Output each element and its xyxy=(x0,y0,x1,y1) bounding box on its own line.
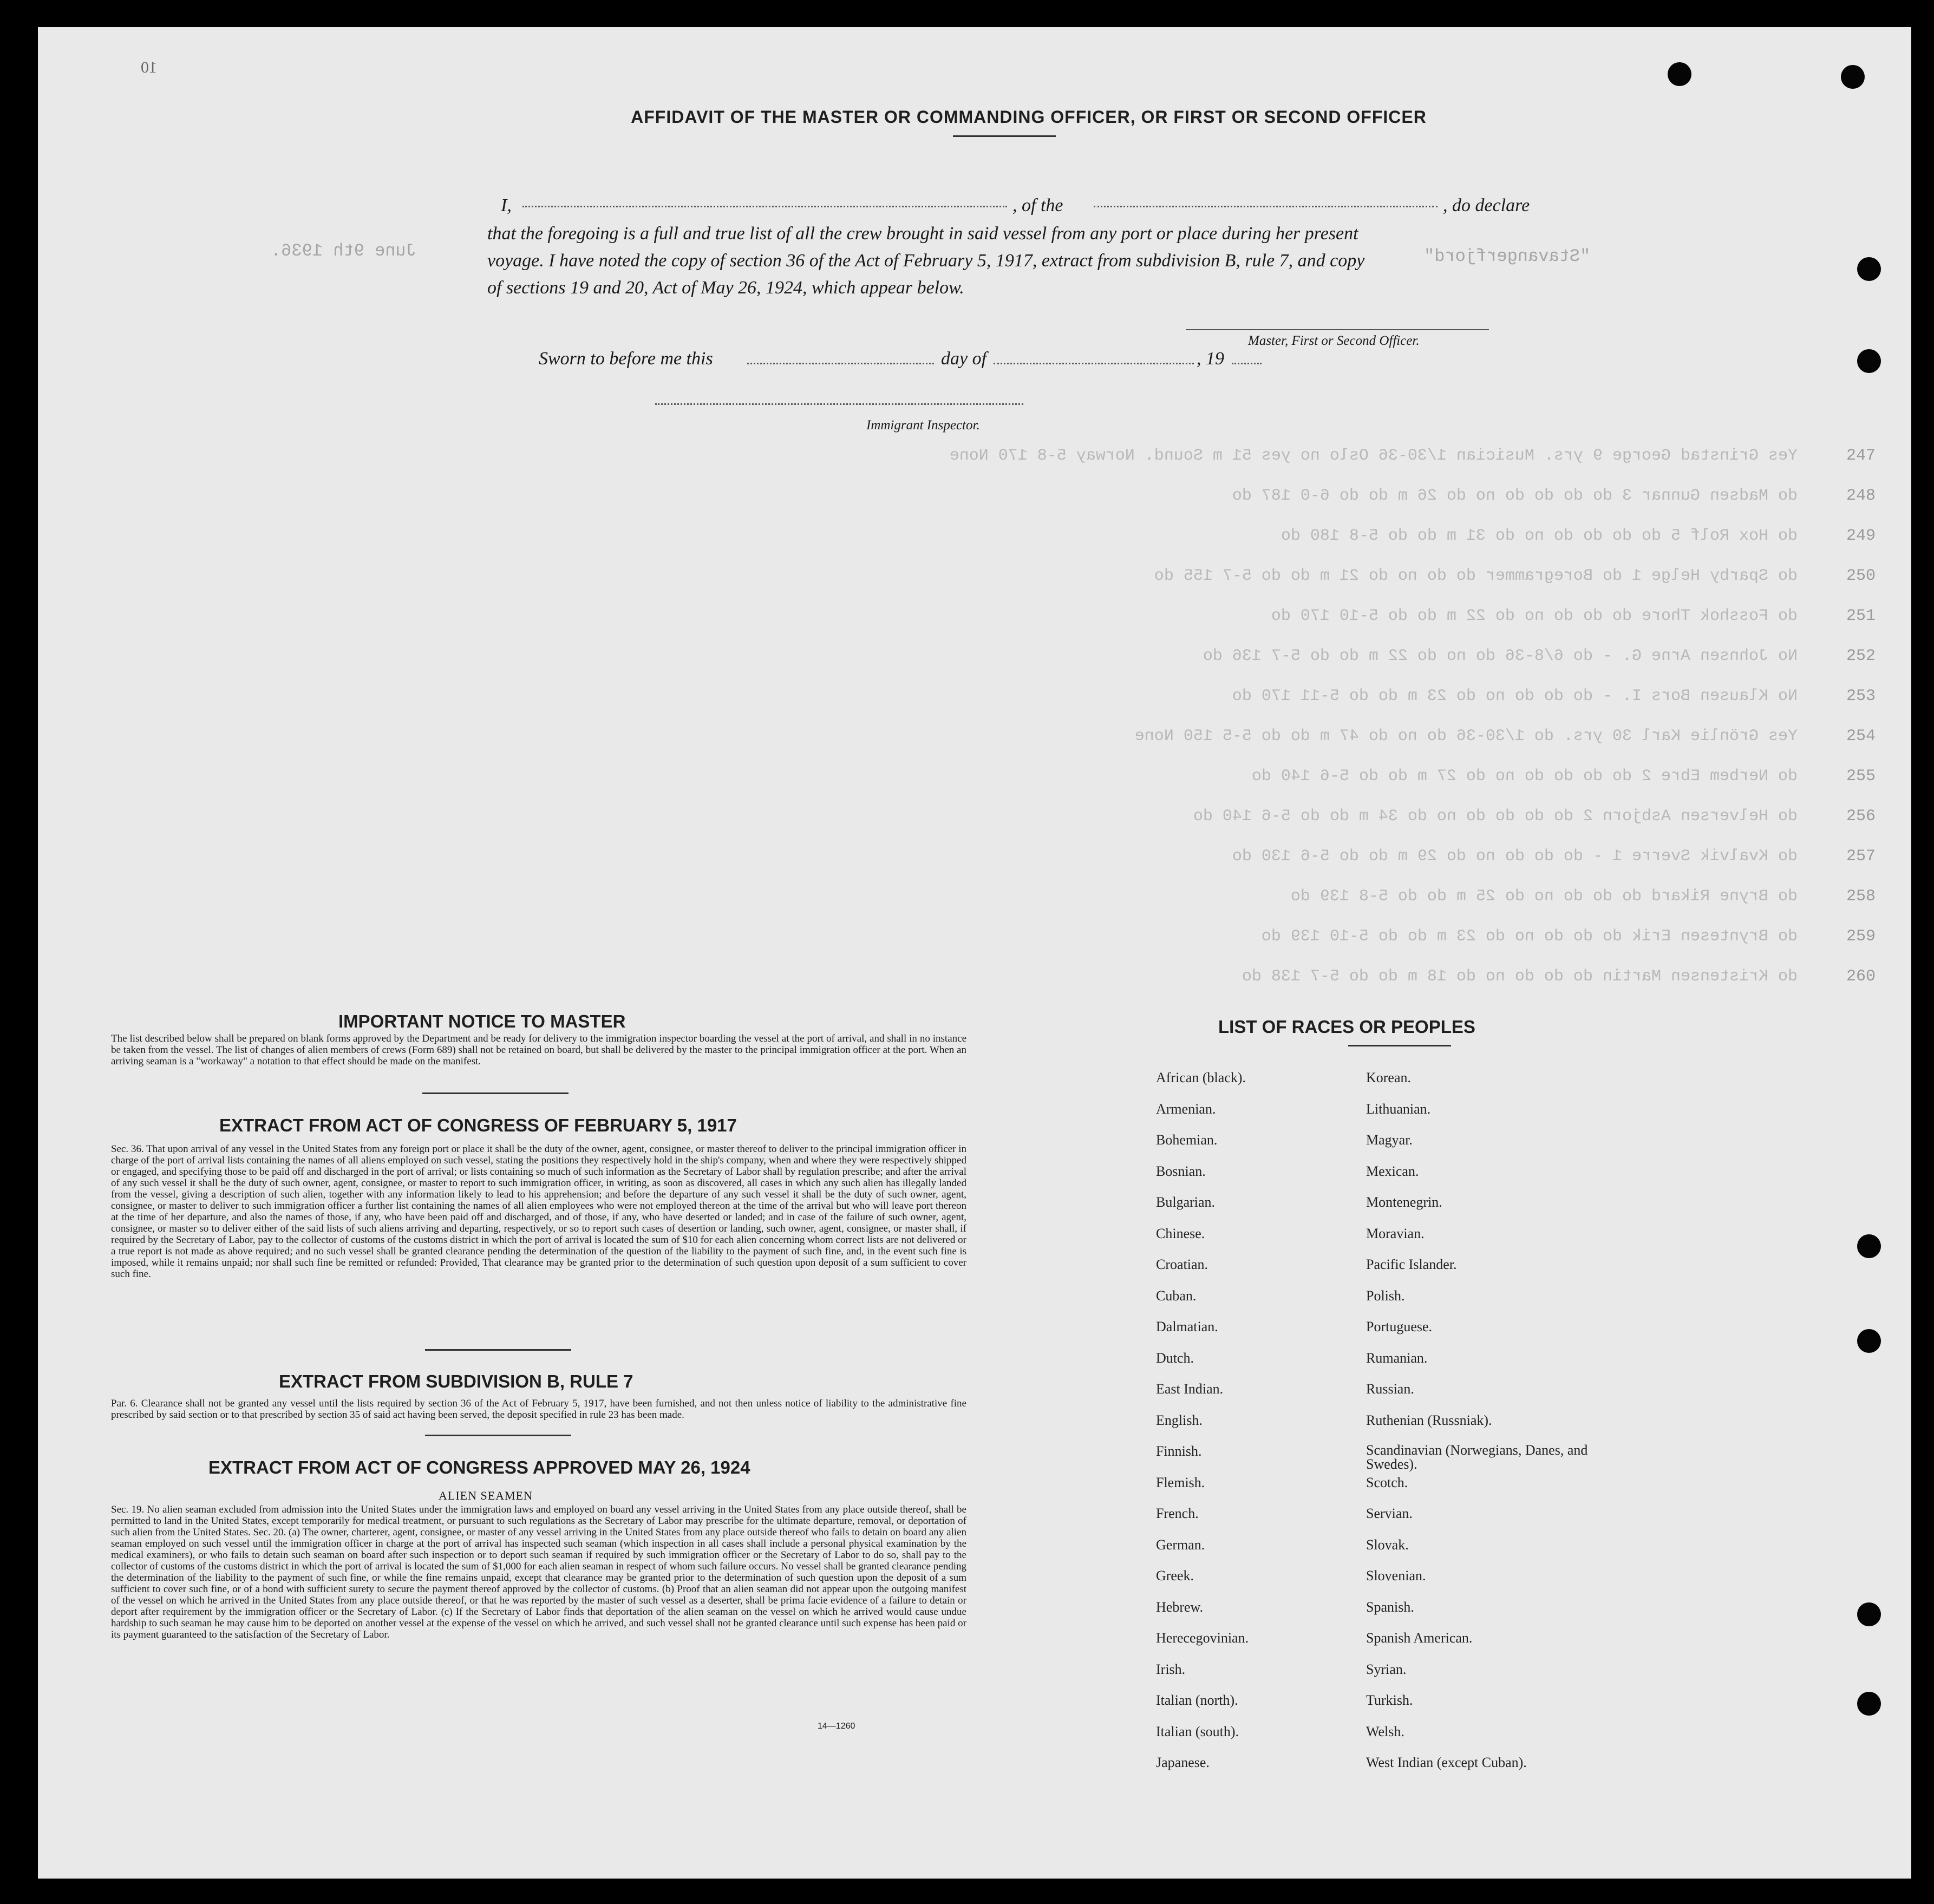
punch-hole xyxy=(1857,1234,1881,1258)
race-entry: Slovenian. xyxy=(1366,1568,1426,1584)
races-title: LIST OF RACES OR PEOPLES xyxy=(1218,1017,1475,1037)
race-entry: Bulgarian. xyxy=(1156,1194,1216,1210)
race-entry: Greek. xyxy=(1156,1568,1194,1584)
show-through-row-number: 249 xyxy=(1846,527,1876,545)
race-entry: Chinese. xyxy=(1156,1225,1205,1241)
race-entry: Russian. xyxy=(1366,1381,1414,1397)
show-through-row-text: do Hox Rolf 5 do do do do no do 31 m do do 5-8 180 do xyxy=(1280,527,1798,545)
rule7-rule xyxy=(425,1435,571,1436)
race-entry: English. xyxy=(1156,1412,1203,1428)
race-entry: Bohemian. xyxy=(1156,1132,1218,1148)
show-through-row-text: do Kristensen Martin do do do no do 18 m do do 5-7 138 do xyxy=(1242,967,1798,986)
show-through-row-text: do Madsen Gunnar 3 do do do do no do 26 m do do 6-0 187 do xyxy=(1232,487,1798,505)
race-entry: Slovak. xyxy=(1366,1536,1409,1553)
show-through-row-number: 253 xyxy=(1846,687,1876,705)
race-entry: Mexican. xyxy=(1366,1163,1419,1179)
punch-hole xyxy=(1857,1329,1881,1353)
race-entry: Croatian. xyxy=(1156,1257,1208,1272)
race-entry: German. xyxy=(1156,1536,1205,1553)
show-through-row-text: do Sparby Helge 1 do Boregrammer do do no do 21 m do do 5-7 155 do xyxy=(1154,567,1798,585)
race-entry: East Indian. xyxy=(1156,1381,1224,1397)
inspector-caption: Immigrant Inspector. xyxy=(866,418,980,433)
rule7-title: EXTRACT FROM SUBDIVISION B, RULE 7 xyxy=(279,1371,633,1391)
race-entry: Dutch. xyxy=(1156,1350,1194,1366)
race-entry: Welsh. xyxy=(1366,1723,1404,1739)
decl-line-3: voyage. I have noted the copy of section 36 of the Act of February 5, 1917, extract from subdivision B, rule 7, and copy xyxy=(487,251,1365,271)
race-entry: Italian (south). xyxy=(1156,1723,1239,1739)
show-through-row-number: 259 xyxy=(1846,927,1876,946)
race-entry: Herecegovinian. xyxy=(1156,1630,1249,1646)
race-entry: Scandinavian (Norwegians, Danes, and Swedes). xyxy=(1366,1442,1588,1472)
show-through-row-text: do Nerbem Ebre 2 do do do do no do 27 m do do 5-6 140 do xyxy=(1251,767,1798,786)
extract-1924-title: EXTRACT FROM ACT OF CONGRESS APPROVED MAY 26, 1924 xyxy=(208,1457,750,1477)
show-through-vessel: "Stavangerfjord" xyxy=(1424,246,1591,266)
race-entry: Portuguese. xyxy=(1366,1319,1433,1334)
show-through-row-number: 250 xyxy=(1846,567,1876,585)
sworn-text: Sworn to before me this xyxy=(539,349,713,369)
sworn-day-of: day of xyxy=(941,349,987,369)
alien-seamen-heading: ALIEN SEAMEN xyxy=(439,1489,533,1502)
race-entry: Flemish. xyxy=(1156,1474,1205,1490)
extract-1917-rule xyxy=(425,1349,571,1351)
punch-hole xyxy=(1857,1602,1881,1626)
punch-hole xyxy=(1841,65,1865,89)
show-through-row-number: 252 xyxy=(1846,647,1876,665)
race-entry: Hebrew. xyxy=(1156,1599,1204,1615)
race-entry: Magyar. xyxy=(1366,1132,1413,1148)
race-entry: Spanish American. xyxy=(1366,1630,1473,1646)
decl-line-2: that the foregoing is a full and true list of all the crew brought in said vessel from any port or place during her present xyxy=(487,224,1358,244)
master-signature-line xyxy=(1186,329,1489,330)
show-through-row-number: 251 xyxy=(1846,607,1876,625)
race-entry: Spanish. xyxy=(1366,1599,1414,1615)
decl-of-the: , of the xyxy=(1012,195,1063,215)
show-through-row-text: Yes Grinstad George 9 yrs. Musician 1/30-36 Oslo no yes 51 m Sound. Norway 5-8 170 None xyxy=(949,447,1798,465)
name-blank xyxy=(522,206,1007,207)
show-through-row-number: 255 xyxy=(1846,767,1876,786)
punch-hole xyxy=(1857,349,1881,373)
race-entry: Moravian. xyxy=(1366,1225,1425,1241)
race-entry: Montenegrin. xyxy=(1366,1194,1442,1210)
show-through-row-number: 260 xyxy=(1846,967,1876,986)
notice-title: IMPORTANT NOTICE TO MASTER xyxy=(338,1011,626,1031)
race-entry: Italian (north). xyxy=(1156,1692,1238,1708)
show-through-row-text: do Bryntesen Erik do do do no do 23 m do do 5-10 139 do xyxy=(1261,927,1798,946)
decl-i: I, xyxy=(501,195,512,215)
race-entry: Dalmatian. xyxy=(1156,1319,1218,1334)
race-entry: Polish. xyxy=(1366,1287,1405,1304)
extract-1917-body: Sec. 36. That upon arrival of any vessel in the United States from any foreign port or place it shall be the duty of the owner, agent, consignee, or master thereof to deliver to the principal immigration officer in charge of the port of arrival lists containing the names of all aliens employed on such vessel, stating the positions they respectively hold in the ship's company, when and where they were respectively shipped or engaged, and specifying those to be paid off and discharged in the port of arrival; or lists containing so much of such information as the Secretary of Labor shall by regulation prescribe; and after the arrival of any such vessel it shall be the duty of such owner, agent, consignee, or master to report to such immigration officer, in writing, as soon as discovered, all cases in which any such alien has illegally landed from the vessel, giving a description of such alien, together with any information likely to lead to his apprehension; and before the departure of any such vessel it shall be the duty of such owner, agent, consignee, or master to deliver to such immigration officer a further list containing the names of all alien employees who were not employed thereon at the time of the arrival but who will leave port thereon at the time of her departure, and also the names of those, if any, who have been paid off and discharged, and of those, if any, who have deserted or landed; and in case of the failure of such owner, agent, consignee, or master so to deliver either of the said lists of such aliens arriving and departing, respectively, or so to report such cases of desertion or landing, such owner, agent, consignee, or master shall, if required by the Secretary of Labor, pay to the collector of customs of the customs district in which the port of arrival is located the sum of $10 for each alien concerning whom correct lists are not delivered or a true report is not made as above required; and no such vessel shall be granted clearance pending the determination of the question of the liability to the payment of such fine, and, in the event such fine is imposed, while it remains unpaid; nor shall such fine be remitted or refunded: Provided, That clearance may be granted prior to the determination of such question upon deposit of a sum sufficient to cover such fine. xyxy=(111,1143,966,1280)
document-page xyxy=(38,27,1911,1879)
sworn-month-blank xyxy=(994,363,1194,364)
race-entry: Rumanian. xyxy=(1366,1350,1428,1366)
show-through-row-text: No Klausen Bors I. - do do do no do 23 m do do 5-11 170 do xyxy=(1232,687,1798,705)
show-through-row-number: 248 xyxy=(1846,487,1876,505)
race-entry: Servian. xyxy=(1366,1506,1413,1521)
extract-1924-body: Sec. 19. No alien seaman excluded from admission into the United States under the immigration laws and employed on board any vessel arriving in the United States from any place outside thereof, shall be permitted to land in the United States, except temporarily for medical treatment, or pursuant to such regulations as the Secretary of Labor may prescribe for the ultimate departure, removal, or deportation of such alien from the United States. Sec. 20. (a) The owner, charterer, agent, consignee, or master of any vessel arriving in the United States from any place outside thereof who fails to detain on board any alien seaman employed on such vessel until the immigration officer in charge at the port of arrival has inspected such seaman (which inspection in all cases shall include a personal physical examination by the medical examiners), or who fails to detain such seaman on board after such inspection or to deport such seaman if required by such immigration officer or the Secretary of Labor to do so, shall pay to the collector of customs of the customs district in which the port of arrival is located the sum of $1,000 for each alien seaman in respect of whom such failure occurs. No vessel shall be granted clearance pending the determination of the liability to the payment of such fine, or while the fine remains unpaid, except that clearance may be granted prior to the determination of such question upon the deposit of a sum sufficient to cover such fine, or of a bond with sufficient surety to secure the payment thereof approved by the collector of customs. (b) Proof that an alien seaman did not appear upon the outgoing manifest of the vessel on which he arrived in the United States from any place outside thereof, or that he was reported by the master of such vessel as a deserter, shall be prima facie evidence of a failure to detain or deport after requirement by the immigration officer or the Secretary of Labor. (c) If the Secretary of Labor finds that deportation of the alien seaman on the vessel on which he arrived would cause undue hardship to such seaman he may cause him to be deported on another vessel at the expense of the vessel on which he arrived, and such vessel shall not be granted clearance until such expense has been paid or its payment guaranteed to the satisfaction of the Secretary of Labor. xyxy=(111,1504,966,1640)
title-underline xyxy=(953,135,1056,137)
show-through-row-number: 257 xyxy=(1846,847,1876,866)
punch-hole xyxy=(1668,62,1691,86)
race-entry: African (black). xyxy=(1156,1070,1246,1085)
page-number: 10 xyxy=(141,58,157,76)
master-signature-caption: Master, First or Second Officer. xyxy=(1248,333,1420,348)
race-entry: Finnish. xyxy=(1156,1443,1202,1459)
vessel-blank xyxy=(1094,206,1438,207)
show-through-row-text: Yes Grönlie Karl 30 yrs. do 1/30-36 do no do 47 m do do 5-5 150 None xyxy=(1134,727,1798,745)
notice-body: The list described below shall be prepared on blank forms approved by the Department and be ready for delivery to the immigration inspector boarding the vessel at the port of arrival, and shall in no instance be taken from the vessel. The list of changes of alien members of crews (Form 689) shall not be retained on board, but shall be delivered by the master to the principal immigration officer at the port. When an arriving seaman is a "workaway" a notation to that effect should be made on the manifest. xyxy=(111,1033,966,1067)
affidavit-title: AFFIDAVIT OF THE MASTER OR COMMANDING OFFICER, OR FIRST OR SECOND OFFICER xyxy=(631,107,1427,127)
race-entry: Cuban. xyxy=(1156,1287,1197,1304)
race-entry: Turkish. xyxy=(1366,1692,1413,1708)
show-through-row-number: 254 xyxy=(1846,727,1876,745)
race-entry: Armenian. xyxy=(1156,1101,1216,1117)
sworn-day-blank xyxy=(747,363,934,364)
show-through-row-text: do Fosshok Thore do do do no do 22 m do do 5-10 170 do xyxy=(1271,607,1798,625)
race-entry: Lithuanian. xyxy=(1366,1101,1431,1117)
punch-hole xyxy=(1857,1692,1881,1716)
decl-line-4: of sections 19 and 20, Act of May 26, 1924, which appear below. xyxy=(487,278,964,298)
show-through-row-text: do Helversen Asbjorn 2 do do do do no do 34 m do do 5-6 140 do xyxy=(1193,807,1798,826)
decl-do-declare: , do declare xyxy=(1443,195,1530,215)
race-entry: Japanese. xyxy=(1156,1755,1210,1770)
show-through-row-number: 258 xyxy=(1846,887,1876,906)
punch-hole xyxy=(1857,257,1881,281)
sworn-year-blank xyxy=(1232,363,1262,364)
race-entry: Ruthenian (Russniak). xyxy=(1366,1412,1492,1428)
race-entry: Syrian. xyxy=(1366,1661,1407,1677)
race-entry: Bosnian. xyxy=(1156,1163,1206,1179)
inspector-signature-line xyxy=(655,403,1023,405)
sworn-year: , 19 xyxy=(1197,349,1224,369)
notice-rule xyxy=(422,1092,569,1094)
show-through-row-text: No Johnsen Arne G. - do 6/8-36 do no do 22 m do do 5-7 136 do xyxy=(1203,647,1798,665)
race-entry: French. xyxy=(1156,1506,1199,1521)
show-through-row-number: 256 xyxy=(1846,807,1876,826)
races-rule xyxy=(1348,1045,1451,1046)
race-entry: Korean. xyxy=(1366,1070,1412,1085)
show-through-row-number: 247 xyxy=(1846,447,1876,465)
extract-1917-title: EXTRACT FROM ACT OF CONGRESS OF FEBRUARY 5, 1917 xyxy=(219,1115,737,1135)
race-entry: West Indian (except Cuban). xyxy=(1366,1755,1527,1770)
race-entry: Irish. xyxy=(1156,1661,1186,1677)
show-through-date: June 9th 1936. xyxy=(271,241,416,261)
show-through-row-text: do Kvalvik Sverre 1 - do do do no do 29 m do do 5-6 130 do xyxy=(1232,847,1798,866)
rule7-body: Par. 6. Clearance shall not be granted any vessel until the lists required by section 36 of the Act of February 5, 1917, have been furnished, and not then unless notice of liability to the administrative fine prescribed by said section or to that prescribed by section 35 of said act having been served, the deposit specified in rule 23 has been made. xyxy=(111,1398,966,1421)
race-entry: Scotch. xyxy=(1366,1474,1408,1490)
show-through-row-text: do Bryne Rikard do do do no do 25 m do do 5-8 139 do xyxy=(1290,887,1798,906)
form-code: 14—1260 xyxy=(818,1722,855,1731)
race-entry: Pacific Islander. xyxy=(1366,1257,1457,1272)
